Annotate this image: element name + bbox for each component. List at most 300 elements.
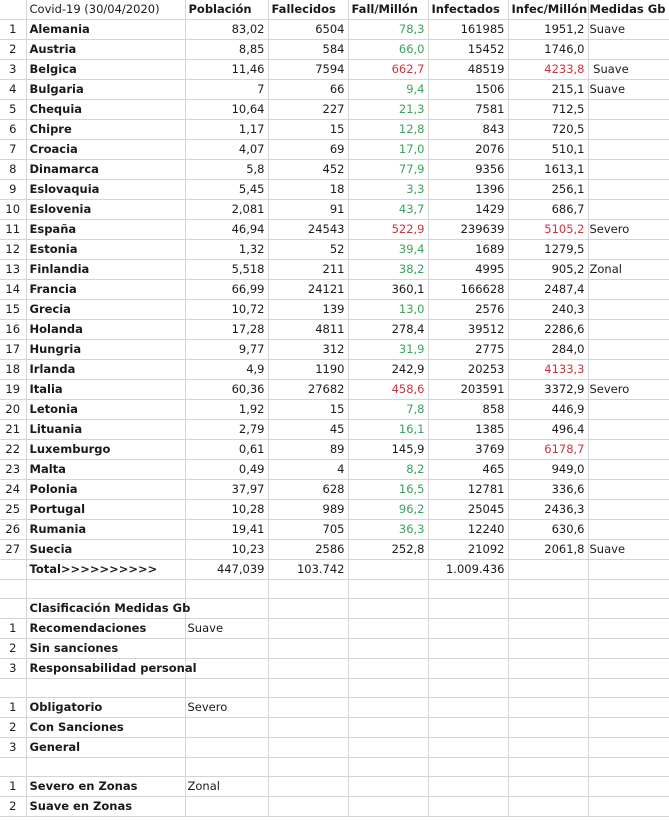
empty-cell[interactable] (588, 599, 669, 619)
column-header-medidas[interactable]: Medidas Gb (588, 0, 669, 20)
fall-millon-cell[interactable]: 3,3 (348, 180, 428, 200)
fallecidos-cell[interactable]: 66 (268, 80, 348, 100)
infec-millon-cell[interactable]: 3372,9 (508, 380, 588, 400)
infec-millon-cell[interactable]: 712,5 (508, 100, 588, 120)
infec-millon-cell[interactable]: 4133,3 (508, 360, 588, 380)
empty-cell[interactable] (348, 580, 428, 599)
infectados-cell[interactable]: 20253 (428, 360, 508, 380)
empty-cell[interactable] (508, 777, 588, 797)
fallecidos-cell[interactable]: 705 (268, 520, 348, 540)
medidas-cell[interactable]: Suave (588, 60, 669, 80)
infec-millon-cell[interactable]: 2061,8 (508, 540, 588, 560)
infectados-cell[interactable]: 2076 (428, 140, 508, 160)
medidas-cell[interactable] (588, 440, 669, 460)
country-name[interactable]: Malta (26, 460, 185, 480)
row-number[interactable]: 4 (0, 80, 26, 100)
total-fallecidos[interactable]: 103.742 (268, 560, 348, 580)
fallecidos-cell[interactable]: 7594 (268, 60, 348, 80)
medidas-cell[interactable]: Suave (588, 20, 669, 40)
medidas-cell[interactable] (588, 360, 669, 380)
fall-millon-cell[interactable]: 8,2 (348, 460, 428, 480)
sheet-title[interactable]: Covid-19 (30/04/2020) (26, 0, 185, 20)
fall-millon-cell[interactable]: 252,8 (348, 540, 428, 560)
country-name[interactable]: Letonia (26, 400, 185, 420)
fall-millon-cell[interactable]: 17,0 (348, 140, 428, 160)
classification-value[interactable]: Severo (185, 698, 268, 718)
row-number[interactable]: 25 (0, 500, 26, 520)
column-header-poblacion[interactable]: Población (185, 0, 268, 20)
poblacion-cell[interactable]: 60,36 (185, 380, 268, 400)
empty-cell[interactable] (26, 679, 185, 698)
poblacion-cell[interactable]: 83,02 (185, 20, 268, 40)
fall-millon-cell[interactable]: 31,9 (348, 340, 428, 360)
classification-label[interactable]: Severo en Zonas (26, 777, 185, 797)
fall-millon-cell[interactable]: 9,4 (348, 80, 428, 100)
row-number[interactable]: 11 (0, 220, 26, 240)
empty-cell[interactable] (588, 797, 669, 817)
empty-cell[interactable] (508, 679, 588, 698)
medidas-cell[interactable] (588, 140, 669, 160)
country-name[interactable]: Austria (26, 40, 185, 60)
infec-millon-cell[interactable]: 686,7 (508, 200, 588, 220)
classification-value[interactable] (185, 639, 268, 659)
infec-millon-cell[interactable]: 215,1 (508, 80, 588, 100)
poblacion-cell[interactable]: 8,85 (185, 40, 268, 60)
row-number[interactable]: 24 (0, 480, 26, 500)
row-number[interactable]: 21 (0, 420, 26, 440)
empty-cell[interactable] (268, 738, 348, 758)
row-number[interactable]: 26 (0, 520, 26, 540)
infec-millon-cell[interactable]: 256,1 (508, 180, 588, 200)
medidas-cell[interactable] (588, 120, 669, 140)
fall-millon-cell[interactable]: 145,9 (348, 440, 428, 460)
row-number[interactable]: 2 (0, 639, 26, 659)
empty-cell[interactable] (348, 619, 428, 639)
country-name[interactable]: Hungria (26, 340, 185, 360)
classification-label[interactable]: Con Sanciones (26, 718, 185, 738)
medidas-cell[interactable]: Zonal (588, 260, 669, 280)
fall-millon-cell[interactable]: 7,8 (348, 400, 428, 420)
row-number[interactable]: 19 (0, 380, 26, 400)
medidas-cell[interactable]: Suave (588, 80, 669, 100)
poblacion-cell[interactable]: 1,17 (185, 120, 268, 140)
empty-cell[interactable] (268, 698, 348, 718)
empty-cell[interactable] (508, 599, 588, 619)
row-number[interactable]: 3 (0, 659, 26, 679)
country-name[interactable]: Chequia (26, 100, 185, 120)
empty-cell[interactable] (508, 659, 588, 679)
fallecidos-cell[interactable]: 989 (268, 500, 348, 520)
country-name[interactable]: Francia (26, 280, 185, 300)
poblacion-cell[interactable]: 5,8 (185, 160, 268, 180)
empty-cell[interactable] (268, 639, 348, 659)
classification-label[interactable]: Sin sanciones (26, 639, 185, 659)
infec-millon-cell[interactable]: 2436,3 (508, 500, 588, 520)
infec-millon-cell[interactable]: 336,6 (508, 480, 588, 500)
fallecidos-cell[interactable]: 628 (268, 480, 348, 500)
infectados-cell[interactable]: 12240 (428, 520, 508, 540)
empty-cell[interactable] (508, 580, 588, 599)
infec-millon-cell[interactable]: 5105,2 (508, 220, 588, 240)
medidas-cell[interactable]: Suave (588, 540, 669, 560)
infectados-cell[interactable]: 1689 (428, 240, 508, 260)
country-name[interactable]: Grecia (26, 300, 185, 320)
empty-cell[interactable] (428, 758, 508, 777)
country-name[interactable]: Eslovaquia (26, 180, 185, 200)
classification-label[interactable]: Recomendaciones (26, 619, 185, 639)
classification-label[interactable]: Obligatorio (26, 698, 185, 718)
classification-label[interactable]: Suave en Zonas (26, 797, 185, 817)
fallecidos-cell[interactable]: 15 (268, 400, 348, 420)
empty-cell[interactable] (268, 580, 348, 599)
total-label[interactable]: Total>>>>>>>>>> (26, 560, 185, 580)
fallecidos-cell[interactable]: 2586 (268, 540, 348, 560)
empty-cell[interactable] (588, 659, 669, 679)
row-number[interactable]: 15 (0, 300, 26, 320)
medidas-cell[interactable] (588, 40, 669, 60)
row-number[interactable]: 17 (0, 340, 26, 360)
country-name[interactable]: Belgica (26, 60, 185, 80)
empty-cell[interactable] (348, 698, 428, 718)
infec-millon-cell[interactable]: 905,2 (508, 260, 588, 280)
column-header-infec-millon[interactable]: Infec/Millón (508, 0, 588, 20)
country-name[interactable]: Croacia (26, 140, 185, 160)
empty-cell[interactable] (348, 758, 428, 777)
empty-cell[interactable] (348, 718, 428, 738)
empty-cell[interactable] (428, 580, 508, 599)
poblacion-cell[interactable]: 2,79 (185, 420, 268, 440)
empty-cell[interactable] (428, 679, 508, 698)
infec-millon-cell[interactable]: 1951,2 (508, 20, 588, 40)
empty-cell[interactable] (508, 797, 588, 817)
poblacion-cell[interactable]: 5,518 (185, 260, 268, 280)
empty-cell[interactable] (508, 758, 588, 777)
fallecidos-cell[interactable]: 6504 (268, 20, 348, 40)
fall-millon-cell[interactable]: 21,3 (348, 100, 428, 120)
row-number[interactable]: 2 (0, 40, 26, 60)
infectados-cell[interactable]: 2775 (428, 340, 508, 360)
classification-value[interactable]: Zonal (185, 777, 268, 797)
row-number-cell[interactable] (0, 0, 26, 20)
empty-cell[interactable] (268, 679, 348, 698)
row-number[interactable]: 5 (0, 100, 26, 120)
row-number[interactable]: 2 (0, 718, 26, 738)
poblacion-cell[interactable]: 10,64 (185, 100, 268, 120)
fall-millon-cell[interactable]: 43,7 (348, 200, 428, 220)
empty-cell[interactable] (26, 580, 185, 599)
empty-cell[interactable] (268, 718, 348, 738)
row-number[interactable]: 2 (0, 797, 26, 817)
infec-millon-cell[interactable]: 1746,0 (508, 40, 588, 60)
fallecidos-cell[interactable]: 4811 (268, 320, 348, 340)
infec-millon-cell[interactable]: 240,3 (508, 300, 588, 320)
infectados-cell[interactable]: 465 (428, 460, 508, 480)
empty-cell[interactable] (428, 659, 508, 679)
infectados-cell[interactable]: 25045 (428, 500, 508, 520)
medidas-cell[interactable] (588, 320, 669, 340)
poblacion-cell[interactable]: 0,49 (185, 460, 268, 480)
medidas-cell[interactable] (588, 520, 669, 540)
row-number[interactable]: 1 (0, 698, 26, 718)
poblacion-cell[interactable]: 19,41 (185, 520, 268, 540)
row-number[interactable]: 1 (0, 619, 26, 639)
empty-cell[interactable] (185, 758, 268, 777)
infec-millon-cell[interactable]: 720,5 (508, 120, 588, 140)
empty-cell[interactable] (348, 797, 428, 817)
country-name[interactable]: España (26, 220, 185, 240)
empty-cell[interactable] (428, 777, 508, 797)
fall-millon-cell[interactable]: 522,9 (348, 220, 428, 240)
column-header-infectados[interactable]: Infectados (428, 0, 508, 20)
fallecidos-cell[interactable]: 89 (268, 440, 348, 460)
fall-millon-cell[interactable]: 242,9 (348, 360, 428, 380)
fallecidos-cell[interactable]: 52 (268, 240, 348, 260)
medidas-cell[interactable] (588, 340, 669, 360)
empty-cell[interactable] (588, 777, 669, 797)
classification-value[interactable] (185, 738, 268, 758)
poblacion-cell[interactable]: 4,07 (185, 140, 268, 160)
infec-millon-cell[interactable]: 2286,6 (508, 320, 588, 340)
infectados-cell[interactable]: 15452 (428, 40, 508, 60)
empty-cell[interactable] (428, 599, 508, 619)
poblacion-cell[interactable]: 11,46 (185, 60, 268, 80)
row-number[interactable]: 13 (0, 260, 26, 280)
empty-cell[interactable] (588, 718, 669, 738)
infec-millon-cell[interactable]: 1613,1 (508, 160, 588, 180)
empty-cell[interactable] (268, 797, 348, 817)
empty-cell[interactable] (428, 639, 508, 659)
country-name[interactable]: Polonia (26, 480, 185, 500)
infectados-cell[interactable]: 1429 (428, 200, 508, 220)
row-number[interactable]: 27 (0, 540, 26, 560)
infec-millon-cell[interactable]: 1279,5 (508, 240, 588, 260)
fallecidos-cell[interactable]: 139 (268, 300, 348, 320)
fallecidos-cell[interactable]: 24121 (268, 280, 348, 300)
fall-millon-cell[interactable]: 77,9 (348, 160, 428, 180)
classification-label[interactable]: General (26, 738, 185, 758)
country-name[interactable]: Rumania (26, 520, 185, 540)
column-header-fallecidos[interactable]: Fallecidos (268, 0, 348, 20)
medidas-cell[interactable] (588, 280, 669, 300)
empty-cell[interactable] (588, 738, 669, 758)
poblacion-cell[interactable]: 2,081 (185, 200, 268, 220)
row-number[interactable]: 10 (0, 200, 26, 220)
empty-cell[interactable] (508, 639, 588, 659)
empty-cell[interactable] (268, 599, 348, 619)
country-name[interactable]: Dinamarca (26, 160, 185, 180)
country-name[interactable]: Luxemburgo (26, 440, 185, 460)
empty-cell[interactable] (588, 619, 669, 639)
medidas-cell[interactable]: Severo (588, 380, 669, 400)
empty-cell[interactable] (428, 619, 508, 639)
fallecidos-cell[interactable]: 227 (268, 100, 348, 120)
row-number[interactable]: 16 (0, 320, 26, 340)
empty-cell[interactable] (508, 718, 588, 738)
empty-cell[interactable] (348, 659, 428, 679)
classification-value[interactable]: Suave (185, 619, 268, 639)
country-name[interactable]: Suecia (26, 540, 185, 560)
poblacion-cell[interactable]: 1,92 (185, 400, 268, 420)
empty-cell[interactable] (588, 580, 669, 599)
poblacion-cell[interactable]: 10,23 (185, 540, 268, 560)
poblacion-cell[interactable]: 5,45 (185, 180, 268, 200)
fall-millon-cell[interactable]: 38,2 (348, 260, 428, 280)
row-number[interactable]: 1 (0, 20, 26, 40)
medidas-cell[interactable] (588, 420, 669, 440)
poblacion-cell[interactable]: 46,94 (185, 220, 268, 240)
empty-cell[interactable] (508, 619, 588, 639)
fallecidos-cell[interactable]: 45 (268, 420, 348, 440)
infectados-cell[interactable]: 2576 (428, 300, 508, 320)
poblacion-cell[interactable]: 1,32 (185, 240, 268, 260)
fallecidos-cell[interactable]: 584 (268, 40, 348, 60)
infectados-cell[interactable]: 12781 (428, 480, 508, 500)
fallecidos-cell[interactable]: 91 (268, 200, 348, 220)
fall-millon-cell[interactable]: 360,1 (348, 280, 428, 300)
empty-cell[interactable] (588, 698, 669, 718)
country-name[interactable]: Italia (26, 380, 185, 400)
row-number[interactable]: 9 (0, 180, 26, 200)
empty-cell[interactable] (348, 560, 428, 580)
empty-cell[interactable] (348, 679, 428, 698)
empty-cell[interactable] (268, 758, 348, 777)
empty-cell[interactable] (0, 758, 26, 777)
medidas-cell[interactable] (588, 480, 669, 500)
infectados-cell[interactable]: 1396 (428, 180, 508, 200)
poblacion-cell[interactable]: 10,72 (185, 300, 268, 320)
infec-millon-cell[interactable]: 284,0 (508, 340, 588, 360)
fall-millon-cell[interactable]: 36,3 (348, 520, 428, 540)
empty-cell[interactable] (185, 599, 268, 619)
poblacion-cell[interactable]: 0,61 (185, 440, 268, 460)
row-number[interactable]: 12 (0, 240, 26, 260)
medidas-cell[interactable] (588, 100, 669, 120)
empty-cell[interactable] (428, 698, 508, 718)
country-name[interactable]: Finlandia (26, 260, 185, 280)
empty-cell[interactable] (348, 738, 428, 758)
infectados-cell[interactable]: 161985 (428, 20, 508, 40)
empty-cell[interactable] (588, 560, 669, 580)
fall-millon-cell[interactable]: 16,5 (348, 480, 428, 500)
empty-cell[interactable] (588, 758, 669, 777)
medidas-cell[interactable] (588, 200, 669, 220)
empty-cell[interactable] (588, 679, 669, 698)
empty-cell[interactable] (508, 698, 588, 718)
country-name[interactable]: Portugal (26, 500, 185, 520)
fall-millon-cell[interactable]: 16,1 (348, 420, 428, 440)
classification-value[interactable] (185, 659, 268, 679)
row-number[interactable]: 3 (0, 60, 26, 80)
infec-millon-cell[interactable]: 2487,4 (508, 280, 588, 300)
country-name[interactable]: Chipre (26, 120, 185, 140)
medidas-cell[interactable]: Severo (588, 220, 669, 240)
medidas-cell[interactable] (588, 400, 669, 420)
classification-title[interactable]: Clasificación Medidas Gb (26, 599, 185, 619)
empty-cell[interactable] (185, 580, 268, 599)
infectados-cell[interactable]: 166628 (428, 280, 508, 300)
infec-millon-cell[interactable]: 446,9 (508, 400, 588, 420)
country-name[interactable]: Irlanda (26, 360, 185, 380)
poblacion-cell[interactable]: 17,28 (185, 320, 268, 340)
fall-millon-cell[interactable]: 13,0 (348, 300, 428, 320)
total-infectados[interactable]: 1.009.436 (428, 560, 508, 580)
infectados-cell[interactable]: 1385 (428, 420, 508, 440)
row-number[interactable]: 22 (0, 440, 26, 460)
fall-millon-cell[interactable]: 96,2 (348, 500, 428, 520)
empty-cell[interactable] (185, 679, 268, 698)
empty-cell[interactable] (26, 758, 185, 777)
infectados-cell[interactable]: 7581 (428, 100, 508, 120)
row-number[interactable]: 14 (0, 280, 26, 300)
row-number[interactable]: 6 (0, 120, 26, 140)
fallecidos-cell[interactable]: 211 (268, 260, 348, 280)
fallecidos-cell[interactable]: 4 (268, 460, 348, 480)
country-name[interactable]: Estonia (26, 240, 185, 260)
infectados-cell[interactable]: 3769 (428, 440, 508, 460)
infectados-cell[interactable]: 21092 (428, 540, 508, 560)
empty-cell[interactable] (348, 639, 428, 659)
row-number[interactable] (0, 560, 26, 580)
infec-millon-cell[interactable]: 510,1 (508, 140, 588, 160)
infectados-cell[interactable]: 858 (428, 400, 508, 420)
infectados-cell[interactable]: 4995 (428, 260, 508, 280)
fallecidos-cell[interactable]: 15 (268, 120, 348, 140)
infec-millon-cell[interactable]: 949,0 (508, 460, 588, 480)
medidas-cell[interactable] (588, 460, 669, 480)
country-name[interactable]: Bulgaria (26, 80, 185, 100)
row-number[interactable]: 18 (0, 360, 26, 380)
poblacion-cell[interactable]: 7 (185, 80, 268, 100)
infectados-cell[interactable]: 48519 (428, 60, 508, 80)
poblacion-cell[interactable]: 66,99 (185, 280, 268, 300)
infectados-cell[interactable]: 9356 (428, 160, 508, 180)
row-number[interactable]: 1 (0, 777, 26, 797)
medidas-cell[interactable] (588, 300, 669, 320)
fall-millon-cell[interactable]: 78,3 (348, 20, 428, 40)
medidas-cell[interactable] (588, 180, 669, 200)
country-name[interactable]: Lituania (26, 420, 185, 440)
empty-cell[interactable] (428, 797, 508, 817)
fall-millon-cell[interactable]: 39,4 (348, 240, 428, 260)
infec-millon-cell[interactable]: 630,6 (508, 520, 588, 540)
medidas-cell[interactable] (588, 500, 669, 520)
empty-cell[interactable] (428, 718, 508, 738)
fall-millon-cell[interactable]: 66,0 (348, 40, 428, 60)
empty-cell[interactable] (508, 738, 588, 758)
empty-cell[interactable] (588, 639, 669, 659)
poblacion-cell[interactable]: 4,9 (185, 360, 268, 380)
infec-millon-cell[interactable]: 496,4 (508, 420, 588, 440)
total-poblacion[interactable]: 447,039 (185, 560, 268, 580)
poblacion-cell[interactable]: 10,28 (185, 500, 268, 520)
row-number[interactable]: 20 (0, 400, 26, 420)
medidas-cell[interactable] (588, 240, 669, 260)
row-number[interactable] (0, 599, 26, 619)
infectados-cell[interactable]: 239639 (428, 220, 508, 240)
fall-millon-cell[interactable]: 662,7 (348, 60, 428, 80)
empty-cell[interactable] (268, 777, 348, 797)
classification-value[interactable] (185, 797, 268, 817)
infectados-cell[interactable]: 843 (428, 120, 508, 140)
country-name[interactable]: Holanda (26, 320, 185, 340)
column-header-fall-millon[interactable]: Fall/Millón (348, 0, 428, 20)
fallecidos-cell[interactable]: 1190 (268, 360, 348, 380)
row-number[interactable]: 3 (0, 738, 26, 758)
fall-millon-cell[interactable]: 12,8 (348, 120, 428, 140)
classification-label[interactable]: Responsabilidad personal (26, 659, 185, 679)
fallecidos-cell[interactable]: 69 (268, 140, 348, 160)
row-number[interactable]: 8 (0, 160, 26, 180)
